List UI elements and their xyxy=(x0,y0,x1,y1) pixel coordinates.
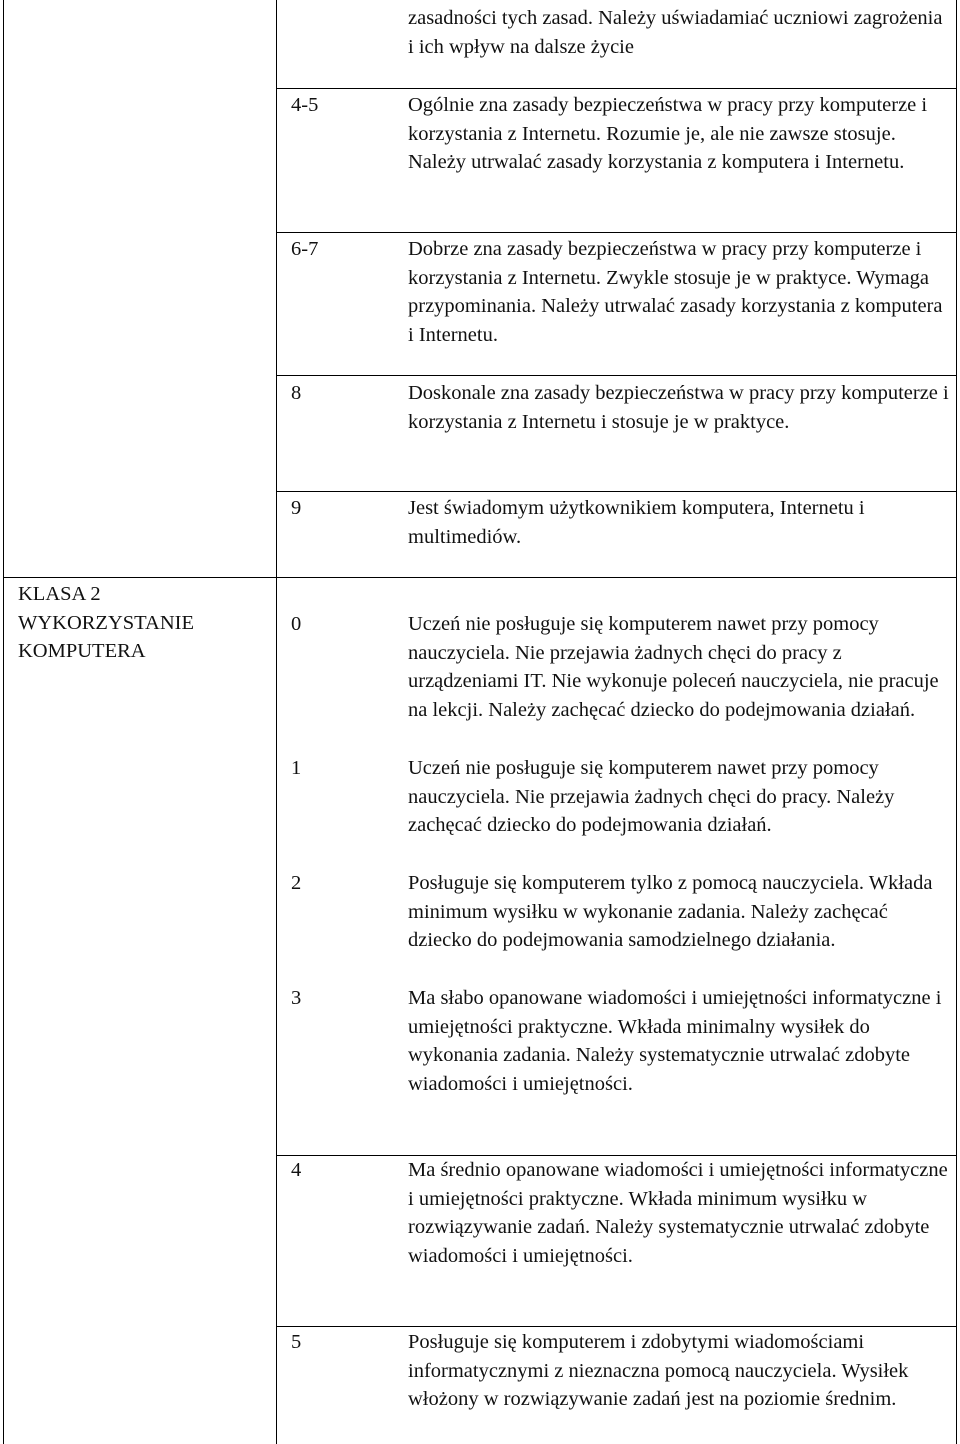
table-border-left xyxy=(3,0,4,1444)
row-grade: 4 xyxy=(291,1159,302,1181)
row-grade: 2 xyxy=(291,872,302,894)
row-grade: 5 xyxy=(291,1331,302,1353)
row-grade: 6-7 xyxy=(291,238,319,260)
row-description: Posługuje się komputerem i zdobytymi wiadomościami informatycznymi z nieznaczna pomocą nauczyciela. Wysiłek włożony w rozwiązywanie zadań jest na poziomie średnim. xyxy=(408,1331,909,1410)
row-description: Ogólnie zna zasady bezpieczeństwa w pracy przy komputerze i korzystania z Internetu. Rozumie je, ale nie zawsze stosuje. Należy utrwalać zasady korzystania z komputera i Internetu. xyxy=(408,94,928,173)
row-description: zasadności tych zasad. Należy uświadamiać uczniowi zagrożenia i ich wpływ na dalsze życie xyxy=(408,7,943,58)
row-grade: 4-5 xyxy=(291,94,319,116)
class-label-line: WYKORZYSTANIE xyxy=(18,611,195,634)
row-divider xyxy=(276,375,957,376)
row-description: Uczeń nie posługuje się komputerem nawet przy pomocy nauczyciela. Nie przejawia żadnych chęci do pracy z urządzeniami IT. Nie wykonuje poleceń nauczyciela, nie pracuje na lekcji. Należy zachęcać dziecko do podejmowania działań. xyxy=(408,613,939,721)
row-grade: 3 xyxy=(291,987,302,1009)
class-label-line: KLASA 2 xyxy=(18,583,101,605)
row-description: Dobrze zna zasady bezpieczeństwa w pracy przy komputerze i korzystania z Internetu. Zwykle stosuje je w praktyce. Wymaga przypominania. Należy utrwalać zasady korzystania z komputera i Internetu. xyxy=(408,238,943,346)
row-divider xyxy=(276,88,957,89)
section-divider xyxy=(3,577,957,578)
row-description: Doskonale zna zasady bezpieczeństwa w pracy przy komputerze i korzystania z Internetu i stosuje je w praktyce. xyxy=(408,382,949,433)
row-grade: 0 xyxy=(291,613,302,635)
row-grade: 8 xyxy=(291,382,302,404)
row-description: Posługuje się komputerem tylko z pomocą nauczyciela. Wkłada minimum wysiłku w wykonanie zadania. Należy zachęcać dziecko do podejmowania samodzielnego działania. xyxy=(408,872,933,951)
row-description: Ma słabo opanowane wiadomości i umiejętności informatyczne i umiejętności praktyczne. Wkłada minimalny wysiłek do wykonania zadania. Należy systematycznie utrwalać zdobyte wiadomości i umiejętności. xyxy=(408,987,942,1095)
class-label-line: KOMPUTERA xyxy=(18,640,146,662)
row-divider xyxy=(276,232,957,233)
row-grade: 1 xyxy=(291,757,302,779)
class-label xyxy=(18,580,268,666)
row-description: Jest świadomym użytkownikiem komputera, Internetu i multimediów. xyxy=(408,497,865,548)
row-divider xyxy=(276,491,957,492)
row-description: Ma średnio opanowane wiadomości i umiejętności informatyczne i umiejętności praktyczne. Wkłada minimum wysiłku w rozwiązywanie zadań. Należy systematycznie utrwalać zdobyte wiadomości i umiejętności. xyxy=(408,1159,948,1267)
row-grade: 9 xyxy=(291,497,302,519)
row-divider xyxy=(276,1326,957,1327)
row-description: Uczeń nie posługuje się komputerem nawet przy pomocy nauczyciela. Nie przejawia żadnych chęci do pracy. Należy zachęcać dziecko do podejmowania działań. xyxy=(408,757,895,836)
table-border-right xyxy=(956,0,957,1444)
table-border-middle xyxy=(276,0,277,1444)
